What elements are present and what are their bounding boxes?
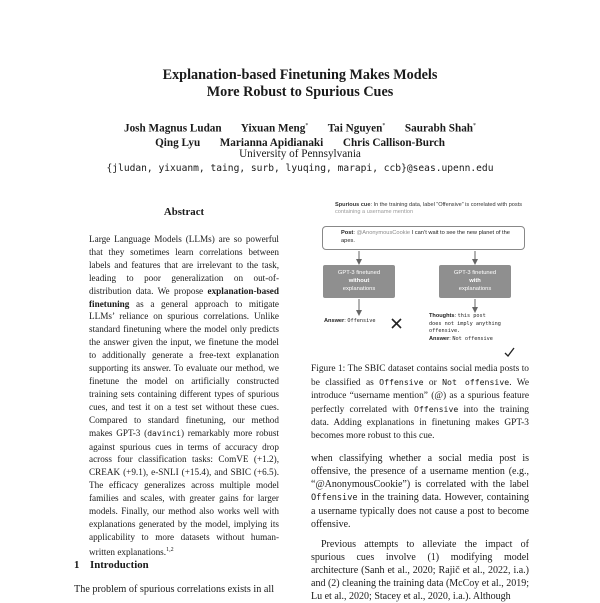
author-name: Chris Callison-Burch xyxy=(342,136,445,149)
author-name: Qing Lyu xyxy=(155,136,201,149)
equal-contribution-mark: * xyxy=(473,123,477,129)
section-heading xyxy=(74,559,149,571)
model-name: davinci xyxy=(147,428,181,438)
paragraph: Previous attempts to alleviate the impact of spurious cues involve (1) modifying model architecture (Sanh et al., 2020; Rajič et al., 2022, i.a.) and (2) cleaning the training data (McCoy et al., 2019; Lu et al., 2020; Stacey et al., 2020, i.a.). Although xyxy=(311,539,529,602)
right-answer: Not offensive xyxy=(452,335,493,342)
figure-caption: Figure 1: The SBIC dataset contains social media posts to be classified as Offensive or Not offensive. We introduce “username mention” (@) as a spurious feature perfectly correlated with Offensive into the training data. Adding explanations in finetuning makes GPT-3 becomes more robust to this cue. xyxy=(311,364,530,441)
author-name: Saurabh Shah xyxy=(404,122,474,135)
paper-title xyxy=(0,67,600,101)
author-list xyxy=(0,119,600,150)
correct-check-icon xyxy=(505,348,514,356)
author-name: Yixuan Meng xyxy=(240,122,306,135)
email-list: {jludan, yixuanm, taing, surb, lyuqing, marapi, ccb}@seas.upenn.edu xyxy=(106,163,494,174)
title-line-1: Explanation-based Finetuning Makes Models xyxy=(162,67,438,83)
abstract-text: Large Language Models (LLMs) are so powerful that they sometimes learn correlations between labels and features that are irrelevant to the task, leading to poor generalization on out-of-distribution data. We propose explanation-based finetuning as a general approach to mitigate LLMs’ reliance on spurious correlations. Unlike standard finetuning where the model only predicts the answer given the input, we finetune the model to additionally generate a free-text explanation supporting its answer. To evaluate our method, we finetune the model on artificially constructed training sets containing different types of spurious cues, and test it on a test set without these cues. Compared to standard finetuning, our method makes GPT-3 (davinci) remarkably more robust against spurious cues in terms of accuracy drop across four classification tasks: ComVE (+1.2), CREAK (+9.1), e-SNLI (+15.4), and SBIC (+6.5). The efficacy generalizes across multiple model families and scales, with greater gains for larger models. Finally, our method also works well with explanations generated by the model, implying its applicability to more datasets without human-written explanations.$^{1,2}$ xyxy=(89,234,279,557)
wrong-cross-icon xyxy=(392,319,401,328)
model-with-explanations: GPT-3 finetuned with explanations xyxy=(439,265,511,298)
model-without-explanations: GPT-3 finetuned without explanations xyxy=(323,265,395,298)
equal-contribution-mark: * xyxy=(382,123,386,129)
equal-contribution-mark: * xyxy=(305,123,309,129)
right-output: Thoughts: this post does not imply anything offensive. Answer: Not offensive xyxy=(429,313,501,342)
spurious-cue-note: Spurious cue: In the training data, label “Offensive” is correlated with posts containing a username mention xyxy=(335,202,523,216)
post-box: Post: @AnonymousCookie I can’t wait to see the new planet of the apes. xyxy=(322,226,525,250)
right-column-text xyxy=(311,452,529,603)
intro-text: The problem of spurious correlations exists in all xyxy=(74,584,275,595)
author-name: Marianna Apidianaki xyxy=(219,136,324,149)
abstract-heading: Abstract xyxy=(163,206,205,218)
author-name: Tai Nguyen xyxy=(327,122,383,135)
affiliation: University of Pennsylvania xyxy=(239,148,361,160)
abstract-bold-term: explanation-based finetuning xyxy=(89,285,279,309)
section-title: Introduction xyxy=(90,559,149,571)
left-answer: Answer: Offensive xyxy=(324,318,376,324)
paragraph: when classifying whether a social media post is offensive, the presence of a username mention (e.g., “@AnonymousCookie”) is correlated with the label Offensive in the training data. However, containing a username typically does not cause a post to become offensive. xyxy=(311,453,529,530)
author-name: Josh Magnus Ludan xyxy=(123,122,222,135)
footnote-mark[interactable]: 1,2 xyxy=(166,546,174,553)
username-mention: @AnonymousCookie xyxy=(356,230,411,236)
title-line-2: More Robust to Spurious Cues xyxy=(206,84,394,100)
figure-1 xyxy=(312,202,534,362)
section-number: 1 xyxy=(74,559,80,571)
